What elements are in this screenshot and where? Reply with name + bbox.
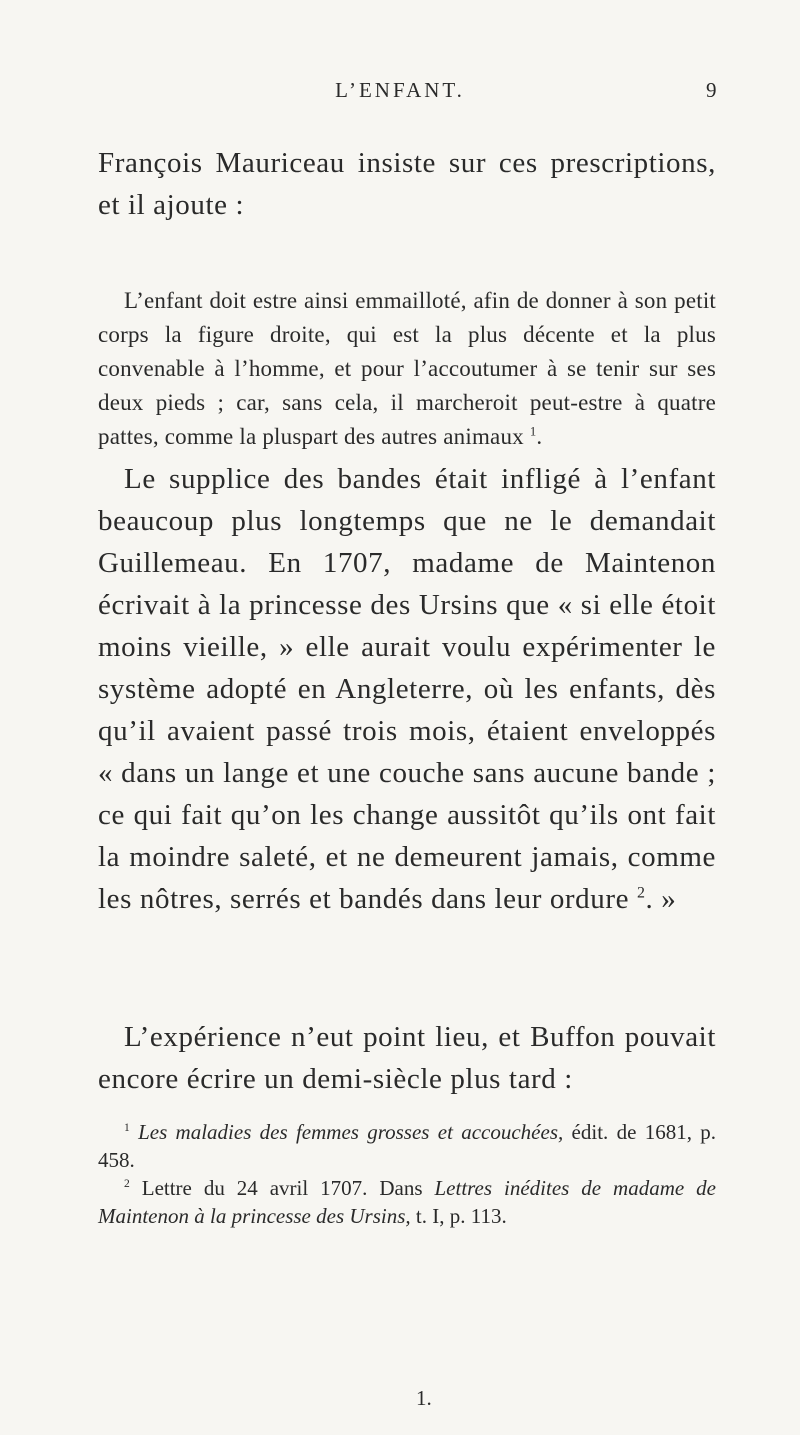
footnote-1 [98,1118,716,1174]
footnote-1-marker: 1 [124,1122,130,1134]
body-paragraph-1 [98,458,716,920]
quote-text: L’enfant doit estre ainsi emmailloté, afin de donner à son petit corps la figure droite, qui est la plus décente et la plus convenable à l’homme, et pour l’accoutumer à se tenir sur ses deux pieds ; car, sans cela, il marcheroit peut-estre à quatre pattes, comme la pluspart des autres animaux [98,288,716,449]
intro-paragraph: François Mauriceau insiste sur ces prescriptions, et il ajoute : [98,147,716,221]
signature-mark: 1. [416,1386,432,1410]
footnote-2-intro: Lettre du 24 avril 1707. Dans [129,1176,435,1200]
footnote-2-title: Lettres inédites de madame de Maintenon à la princesse des Ursins, [98,1176,716,1228]
footnotes [98,1118,716,1230]
footnote-1-details: édit. de 1681, p. 458. [98,1120,716,1172]
running-title: L’ENFANT. [335,78,465,102]
footnote-1-title: Les maladies des femmes grosses et accouchées, [138,1120,564,1144]
page-header [0,78,800,108]
footnote-2-marker: 2 [124,1178,130,1190]
body-paragraph-2: L’expérience n’eut point lieu, et Buffon pouvait encore écrire un demi-siècle plus tard : [98,1021,716,1095]
footnote-2-details: t. I, p. 113. [410,1204,507,1228]
body-paragraph-1-end: . » [645,883,677,915]
footnote-ref-1: 1 [529,424,537,439]
footnote-2 [98,1174,716,1230]
footnote-ref-2: 2 [636,884,646,902]
page-number: 9 [706,78,717,102]
quote-paragraph: L’enfant doit estre ainsi emmailloté, afin de donner à son petit corps la figure droite, qui est la plus décente et la plus convenable à l’homme, et pour l’accoutumer à se tenir sur ses deux pieds ; car, sans cela, il marcheroit peut-estre à quatre pattes, comme la pluspart des autres animaux $^1$. [98,288,716,449]
body-paragraph-1-text: Le supplice des bandes était infligé à l’enfant beaucoup plus longtemps que ne le demandait Guillemeau. En 1707, madame de Maintenon écrivait à la princesse des Ursins que « si elle étoit moins vieille, » elle aurait voulu expérimenter le système adopté en Angleterre, où les enfants, dès qu’il avaient passé trois mois, étaient enveloppés « dans un lange et une couche sans aucune bande ; ce qui fait qu’on les change aussitôt qu’ils ont fait la moindre saleté, et ne demeurent jamais, comme les nôtres, serrés et bandés dans leur ordure [98,463,716,915]
